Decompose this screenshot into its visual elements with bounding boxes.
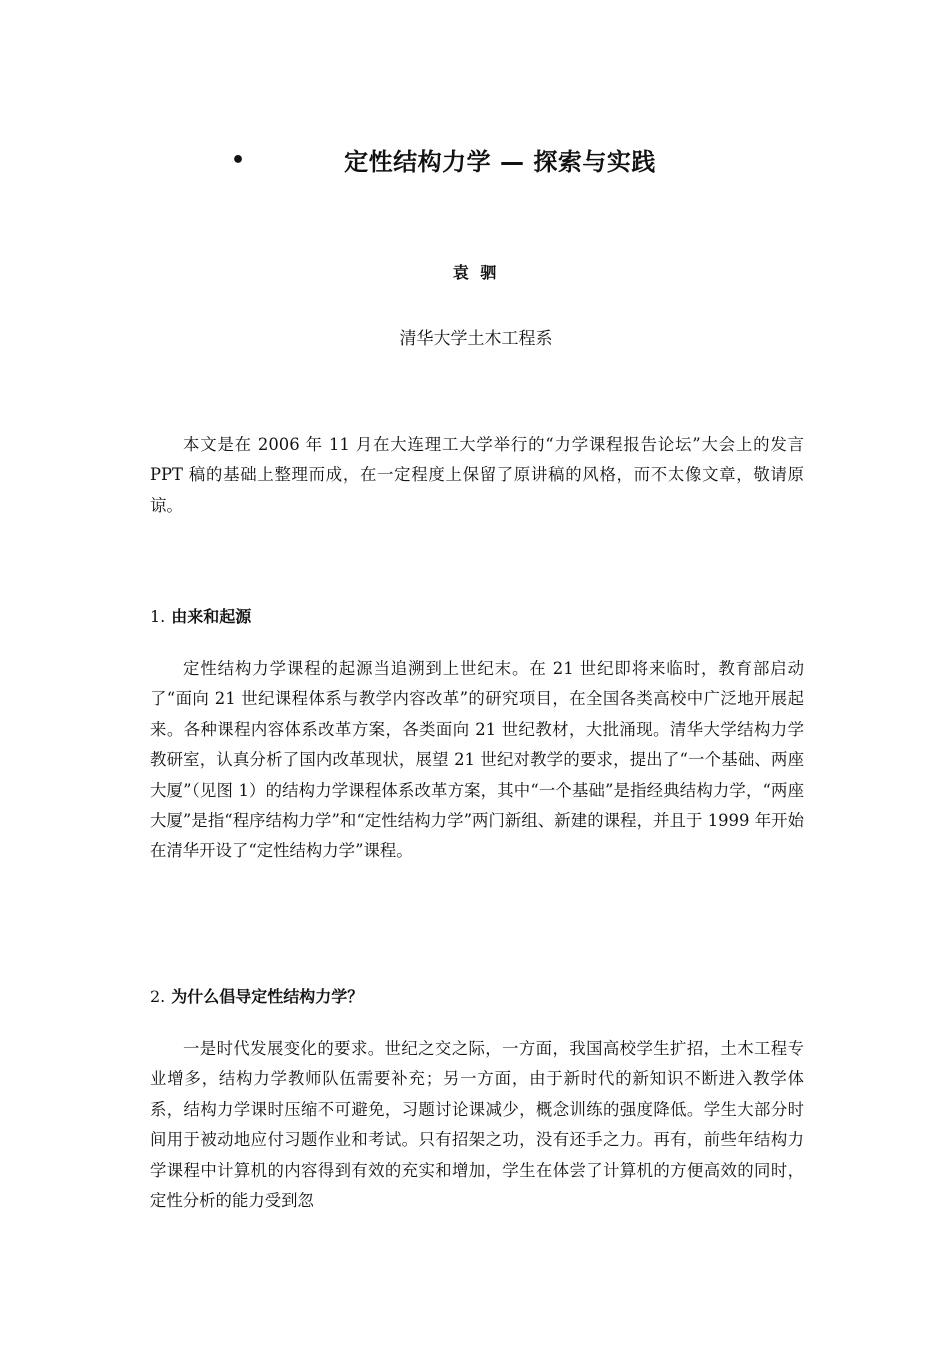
section-2-heading [150,984,363,1007]
author-affiliation: 清华大学土木工程系 [399,329,553,349]
author-name: 袁 驷 [452,263,500,282]
section-1-number: 1. [150,607,166,626]
title-bullet: • [231,148,246,173]
section-2-paragraph: 一是时代发展变化的要求。世纪之交之际，一方面，我国高校学生扩招，土木工程专业增多，结构力学教师队伍需要补充；另一方面，由于新时代的新知识不断进入教学体系，结构力学课时压缩不可避免，习题讨论课减少，概念训练的强度降低。学生大部分时间用于被动地应付习题作业和考试。只有招架之功，没有还手之力。再有，前些年结构力学课程中计算机的内容得到有效的充实和增加，学生在体尝了计算机的方便高效的同时，定性分析的能力受到忽 [150,1039,804,1211]
section-1-heading [150,604,251,627]
section-1-title: 由来和起源 [171,607,252,626]
section-2-title: 为什么倡导定性结构力学？ [171,987,364,1006]
section-2-number: 2. [150,987,166,1006]
page-title: 定性结构力学 — 探索与实践 [344,148,656,176]
section-1-paragraph: 定性结构力学课程的起源当追溯到上世纪末。在 21 世纪即将来临时，教育部启动了“面向 21 世纪课程体系与教学内容改革”的研究项目，在全国各类高校中广泛地开展起来。各种课程内容体系改革方案，各类面向 21 世纪教材，大批涌现。清华大学结构力学教研室，认真分析了国内改革现状，展望 21 世纪对教学的要求，提出了“一个基础、两座大厦”（见图 1）的结构力学课程体系改革方案，其中“一个基础”是指经典结构力学，“两座大厦”是指“程序结构力学”和“定性结构力学”两门新组、新建的课程，并且于 1999 年开始在清华开设了“定性结构力学”课程。 [150,659,804,861]
intro-paragraph: 本文是在 2006 年 11 月在大连理工大学举行的“力学课程报告论坛”大会上的发言 PPT 稿的基础上整理而成，在一定程度上保留了原讲稿的风格，而不太像文章，敬请原谅。 [150,435,804,515]
